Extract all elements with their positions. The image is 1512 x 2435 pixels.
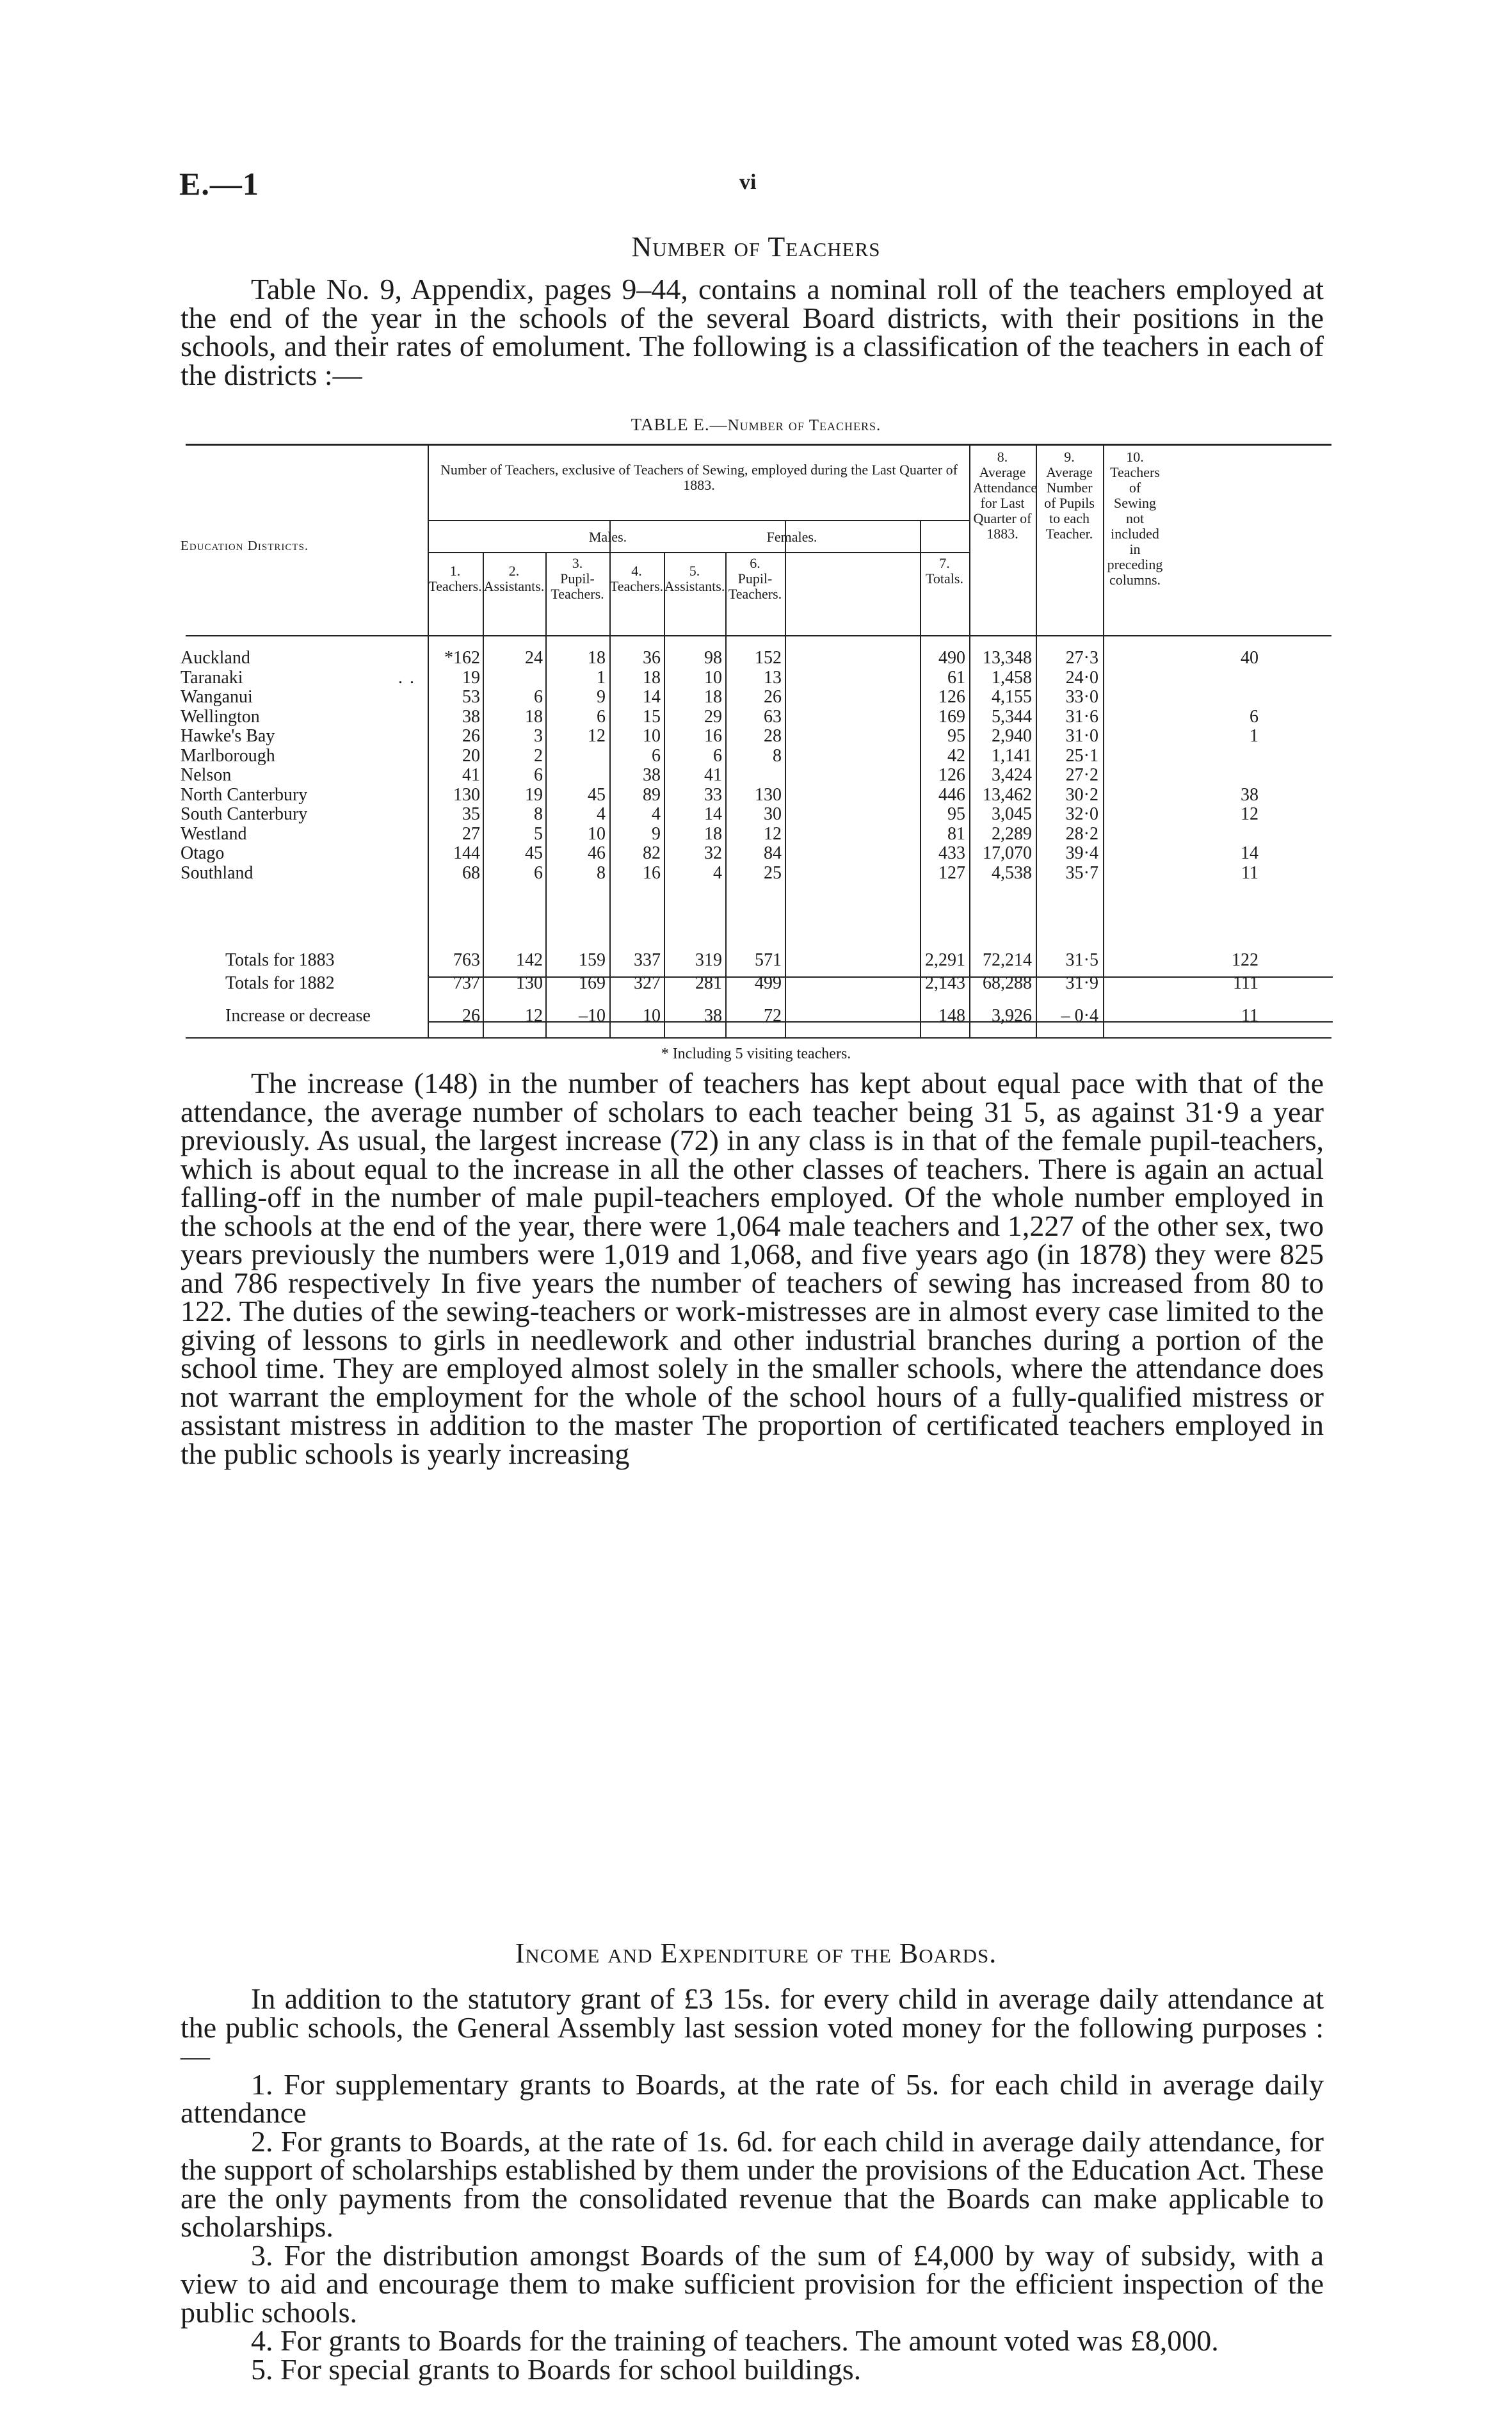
table-caption-prefix: TABLE E.— [631,415,728,434]
cell-col-4: 18 [643,667,661,688]
cell-col-2: 6 [534,687,543,707]
cell-col-9: 33·0 [1065,687,1098,707]
cell-col-1: 19 [462,667,480,688]
cell-col-8: 13,462 [983,784,1032,805]
cell-col-3: 8 [597,862,606,883]
table-row [181,824,1333,845]
cell-col-4: 36 [643,648,661,668]
cell-col-8: 2,289 [992,823,1032,844]
cell-col-3: 12 [588,726,606,746]
column-header-number: 8. [997,449,1008,465]
cell-col-7: 42 [947,745,965,766]
column-header-number: 2. [508,563,520,579]
cell-col-5: 32 [704,843,722,863]
cell-col-1: 53 [462,687,480,707]
cell-col-3: 10 [588,823,606,844]
grant-item-5: 5. For special grants to Boards for school buildings. [251,2352,862,2386]
cell-col-2: 6 [534,862,543,883]
row-label: South Canterbury [181,804,308,824]
cell-col-8: 4,155 [992,687,1032,707]
cell-col-7: 127 [938,862,965,883]
body-paragraph: The increase (148) in the number of teachers has kept about equal pace with that of the attendance, the average number of scholars to each teacher being 31 5, as against 31·9 a year previously. As usual, the largest increase (72) in any class is in that of the female pupil-teachers, which is about equal to the increase in all the other classes of teachers. There is again an actual falling-off in the number of male pupil-teachers employed. Of the whole number employed in the schools at the end of the year, there were 1,064 male teachers and 1,227 of the other sex, two years previously the numbers were 1,019 and 1,068, and five years ago (in 1878) they were 825 and 786 respectively In five years the number of teachers of sewing has increased from 80 to 122. The duties of the sewing-teachers or work-mistresses are in almost every case limited to the giving of lessons to girls in needlework and other industrial branches during a portion of the school time. They are employed almost solely in the smaller schools, where the attendance does not warrant the employment for the whole of the school hours of a fully-qualified mistress or assistant mistress in addition to the master The proportion of certificated teachers employed in the public schools is yearly increasing [181,1067,1324,1470]
cell-col-9: 35·7 [1065,862,1098,883]
body-paragraph-container [181,1069,1324,1468]
cell-col-8: 2,940 [992,726,1032,746]
cell-col-10: 122 [1232,950,1259,970]
cell-col-5: 29 [704,706,722,727]
cell-col-9: 28·2 [1065,823,1098,844]
cell-col-3: 169 [579,973,606,993]
column-header-9 [1036,449,1103,542]
cell-col-2: 8 [534,804,543,824]
grant-item-2: 2. For grants to Boards, at the rate of 1s. 6d. for each child in average daily attendance, for the support of scholarships established by them under the provisions of the Education Act. These are the only payments from the consolidated revenue that the Boards can make applicable to scholarships. [181,2124,1324,2243]
cell-col-1: 38 [462,706,480,727]
cell-col-3: 159 [579,950,606,970]
cell-col-4: 10 [643,726,661,746]
cell-col-3: 6 [597,706,606,727]
cell-col-6: 25 [764,862,782,883]
row-label: Totals for 1882 [225,973,335,993]
table-caption-title: Number of Teachers. [727,417,881,434]
cell-col-8: 1,458 [992,667,1032,688]
section-heading-income: Income and Expenditure of the Boards. [515,1937,997,1969]
cell-col-4: 10 [643,1006,661,1026]
column-header-label: Teachers of Sewing not included in preceding columns. [1107,464,1163,588]
cell-col-1: 41 [462,765,480,785]
cell-col-7: 126 [938,765,965,785]
column-header-number: 3. [572,555,583,571]
cell-col-9: 24·0 [1065,667,1098,688]
grant-item-4: 4. For grants to Boards for the training of teachers. The amount voted was £8,000. [251,2324,1219,2357]
table-footnote: * Including 5 visiting teachers. [661,1046,851,1062]
cell-col-10: 12 [1241,804,1259,824]
row-label: North Canterbury [181,784,308,805]
cell-col-1: 763 [453,950,480,970]
cell-col-1: 35 [462,804,480,824]
totals-row [181,950,1333,971]
cell-col-9: 25·1 [1065,745,1098,766]
cell-col-4: 337 [634,950,661,970]
cell-col-5: 6 [713,745,722,766]
cell-col-7: 95 [947,804,965,824]
cell-col-6: 12 [764,823,782,844]
cell-col-1: 27 [462,823,480,844]
row-leader-dots: . . [398,667,415,688]
cell-col-1: 737 [453,973,480,993]
column-header-label: Teachers. [428,578,482,594]
grant-item-3: 3. For the distribution amongst Boards of the sum of £4,000 by way of subsidy, with a view to aid and encourage them to make sufficient provision for the efficient inspection of the public schools. [181,2238,1324,2329]
cell-col-7: 169 [938,706,965,727]
column-header-6 [725,556,785,602]
cell-col-2: 45 [525,843,543,863]
sex-header-rule [428,552,969,553]
cell-col-7: 2,143 [925,973,965,993]
totals-row [181,973,1333,994]
cell-col-3: 4 [597,804,606,824]
cell-col-4: 14 [643,687,661,707]
row-label: Totals for 1883 [225,950,335,970]
cell-col-6: 130 [755,784,782,805]
table-row [181,843,1333,864]
table-row [181,765,1333,786]
row-label: Wanganui [181,687,253,707]
cell-col-9: 31·0 [1065,726,1098,746]
table-caption [0,415,1512,435]
column-header-5 [664,563,725,594]
row-label: Westland [181,823,247,844]
cell-col-6: 26 [764,687,782,707]
cell-col-9: 27·3 [1065,648,1098,668]
column-header-2 [483,563,545,594]
cell-col-7: 446 [938,784,965,805]
cell-col-4: 89 [643,784,661,805]
row-label: Southland [181,862,253,883]
cell-col-5: 33 [704,784,722,805]
cell-col-7: 95 [947,726,965,746]
row-label: Nelson [181,765,232,785]
column-header-label: Average Number of Pupils to each Teacher. [1044,464,1095,542]
cell-col-8: 68,288 [983,973,1032,993]
cell-col-10: 1 [1250,726,1259,746]
table-row [181,746,1333,767]
cell-col-9: 32·0 [1065,804,1098,824]
income-section [181,1982,1324,2386]
females-header: Females. [766,529,817,545]
cell-col-1: 26 [462,1006,480,1026]
cell-col-7: 61 [947,667,965,688]
column-header-4 [609,563,664,594]
cell-col-2: 130 [516,973,543,993]
column-header-number: 1. [449,563,461,579]
table-row [181,687,1333,708]
cell-col-6: 13 [764,667,782,688]
table-row [181,863,1333,884]
cell-col-5: 16 [704,726,722,746]
cell-col-9: – 0·4 [1061,1006,1098,1026]
cell-col-2: 18 [525,706,543,727]
column-header-label: Pupil-Teachers. [728,570,782,602]
table-row [181,726,1333,747]
cell-col-8: 17,070 [983,843,1032,863]
column-header-10 [1103,449,1167,588]
row-label: Marlborough [181,745,275,766]
cell-col-7: 433 [938,843,965,863]
cell-col-5: 10 [704,667,722,688]
cell-col-7: 490 [938,648,965,668]
cell-col-2: 5 [534,823,543,844]
increase-decrease-row [181,1006,1333,1027]
cell-col-6: 63 [764,706,782,727]
cell-col-5: 98 [704,648,722,668]
grant-item-1: 1. For supplementary grants to Boards, at the rate of 5s. for each child in average daily attendance [181,2067,1324,2129]
row-label: Increase or decrease [225,1006,371,1026]
cell-col-4: 6 [652,745,661,766]
column-header-number: 9. [1064,449,1075,465]
section-heading-teachers: Number of Teachers [631,231,881,263]
cell-col-2: 24 [525,648,543,668]
column-header-label: Teachers. [609,578,664,594]
cell-col-9: 31·9 [1065,973,1098,993]
cell-col-4: 82 [643,843,661,863]
cell-col-8: 3,045 [992,804,1032,824]
column-header-label: Totals. [926,570,963,587]
cell-col-8: 3,424 [992,765,1032,785]
cell-col-3: –10 [579,1006,606,1026]
row-label: Hawke's Bay [181,726,275,746]
column-header-number: 7. [939,555,950,571]
cell-col-10: 6 [1250,706,1259,727]
education-districts-header: Education Districts. [181,538,309,553]
row-label: Taranaki [181,667,243,688]
cell-col-7: 148 [938,1006,965,1026]
cell-col-1: *162 [444,648,480,668]
intro-paragraph-container [181,275,1324,389]
cell-col-8: 4,538 [992,862,1032,883]
cell-col-3: 18 [588,648,606,668]
cell-col-6: 571 [755,950,782,970]
column-header-number: 5. [689,563,700,579]
cell-col-8: 5,344 [992,706,1032,727]
cell-col-7: 126 [938,687,965,707]
cell-col-8: 13,348 [983,648,1032,668]
cell-col-4: 9 [652,823,661,844]
intro-paragraph: Table No. 9, Appendix, pages 9–44, contains a nominal roll of the teachers employed at the end of the year in the schools of the several Board districts, with their positions in the schools, and their rates of emolument. The following is a classification of the teachers in each of the districts :— [181,273,1324,391]
table-row [181,668,1333,689]
cell-col-10: 111 [1233,973,1259,993]
cell-col-5: 18 [704,687,722,707]
cell-col-9: 31·5 [1065,950,1098,970]
cell-col-8: 1,141 [992,745,1032,766]
cell-col-10: 11 [1241,1006,1259,1026]
cell-col-5: 18 [704,823,722,844]
column-header-7 [920,556,969,587]
cell-col-5: 319 [695,950,722,970]
row-label: Wellington [181,706,260,727]
cell-col-3: 45 [588,784,606,805]
cell-col-1: 20 [462,745,480,766]
cell-col-5: 281 [695,973,722,993]
column-header-label: Assistants. [483,578,545,594]
cell-col-4: 15 [643,706,661,727]
cell-col-3: 46 [588,843,606,863]
cell-col-10: 38 [1241,784,1259,805]
column-header-8 [969,449,1036,542]
column-header-1 [428,563,483,594]
cell-col-3: 9 [597,687,606,707]
group-header: Number of Teachers, exclusive of Teachers of Sewing, employed during the Last Quarter of 1883. [440,462,958,493]
cell-col-2: 6 [534,765,543,785]
cell-col-6: 499 [755,973,782,993]
cell-col-2: 2 [534,745,543,766]
table-row [181,785,1333,806]
cell-col-5: 14 [704,804,722,824]
cell-col-1: 130 [453,784,480,805]
row-label: Otago [181,843,225,863]
cell-col-3: 1 [597,667,606,688]
column-header-label: Assistants. [664,578,725,594]
cell-col-5: 4 [713,862,722,883]
table-header-bottom-rule [186,635,1331,636]
cell-col-7: 2,291 [925,950,965,970]
group-header-rule [428,520,969,521]
cell-col-6: 8 [773,745,782,766]
column-header-number: 4. [631,563,642,579]
cell-col-9: 31·6 [1065,706,1098,727]
column-header-number: 6. [750,555,760,571]
cell-col-9: 30·2 [1065,784,1098,805]
cell-col-2: 12 [525,1006,543,1026]
cell-col-2: 3 [534,726,543,746]
column-header-label: Average Attendance for Last Quarter of 1883. [973,464,1038,542]
table-bottom-rule [186,1037,1331,1039]
cell-col-10: 40 [1241,648,1259,668]
cell-col-2: 142 [516,950,543,970]
page-header-section: E.—1 [179,166,259,202]
cell-col-10: 11 [1241,862,1259,883]
cell-col-9: 27·2 [1065,765,1098,785]
cell-col-1: 26 [462,726,480,746]
cell-col-6: 30 [764,804,782,824]
cell-col-4: 4 [652,804,661,824]
column-header-label: Pupil-Teachers. [551,570,604,602]
cell-col-6: 152 [755,648,782,668]
cell-col-6: 72 [764,1006,782,1026]
cell-col-8: 72,214 [983,950,1032,970]
cell-col-4: 16 [643,862,661,883]
table-row [181,707,1333,728]
column-header-3 [545,556,609,602]
cell-col-4: 38 [643,765,661,785]
row-label: Auckland [181,648,250,668]
cell-col-1: 68 [462,862,480,883]
cell-col-4: 327 [634,973,661,993]
cell-col-1: 144 [453,843,480,863]
cell-col-5: 41 [704,765,722,785]
page-number: vi [739,170,757,194]
cell-col-5: 38 [704,1006,722,1026]
cell-col-8: 3,926 [992,1006,1032,1026]
cell-col-2: 19 [525,784,543,805]
table-top-rule [186,444,1331,446]
table-row [181,648,1333,669]
cell-col-10: 14 [1241,843,1259,863]
males-header: Males. [588,529,627,545]
cell-col-7: 81 [947,823,965,844]
cell-col-6: 84 [764,843,782,863]
cell-col-6: 28 [764,726,782,746]
table-row [181,804,1333,825]
column-header-number: 10. [1126,449,1144,465]
income-intro: In addition to the statutory grant of £3 15s. for every child in average daily attendance at the public schools, the General Assembly last session voted money for the following purposes :— [181,1982,1324,2072]
cell-col-9: 39·4 [1065,843,1098,863]
